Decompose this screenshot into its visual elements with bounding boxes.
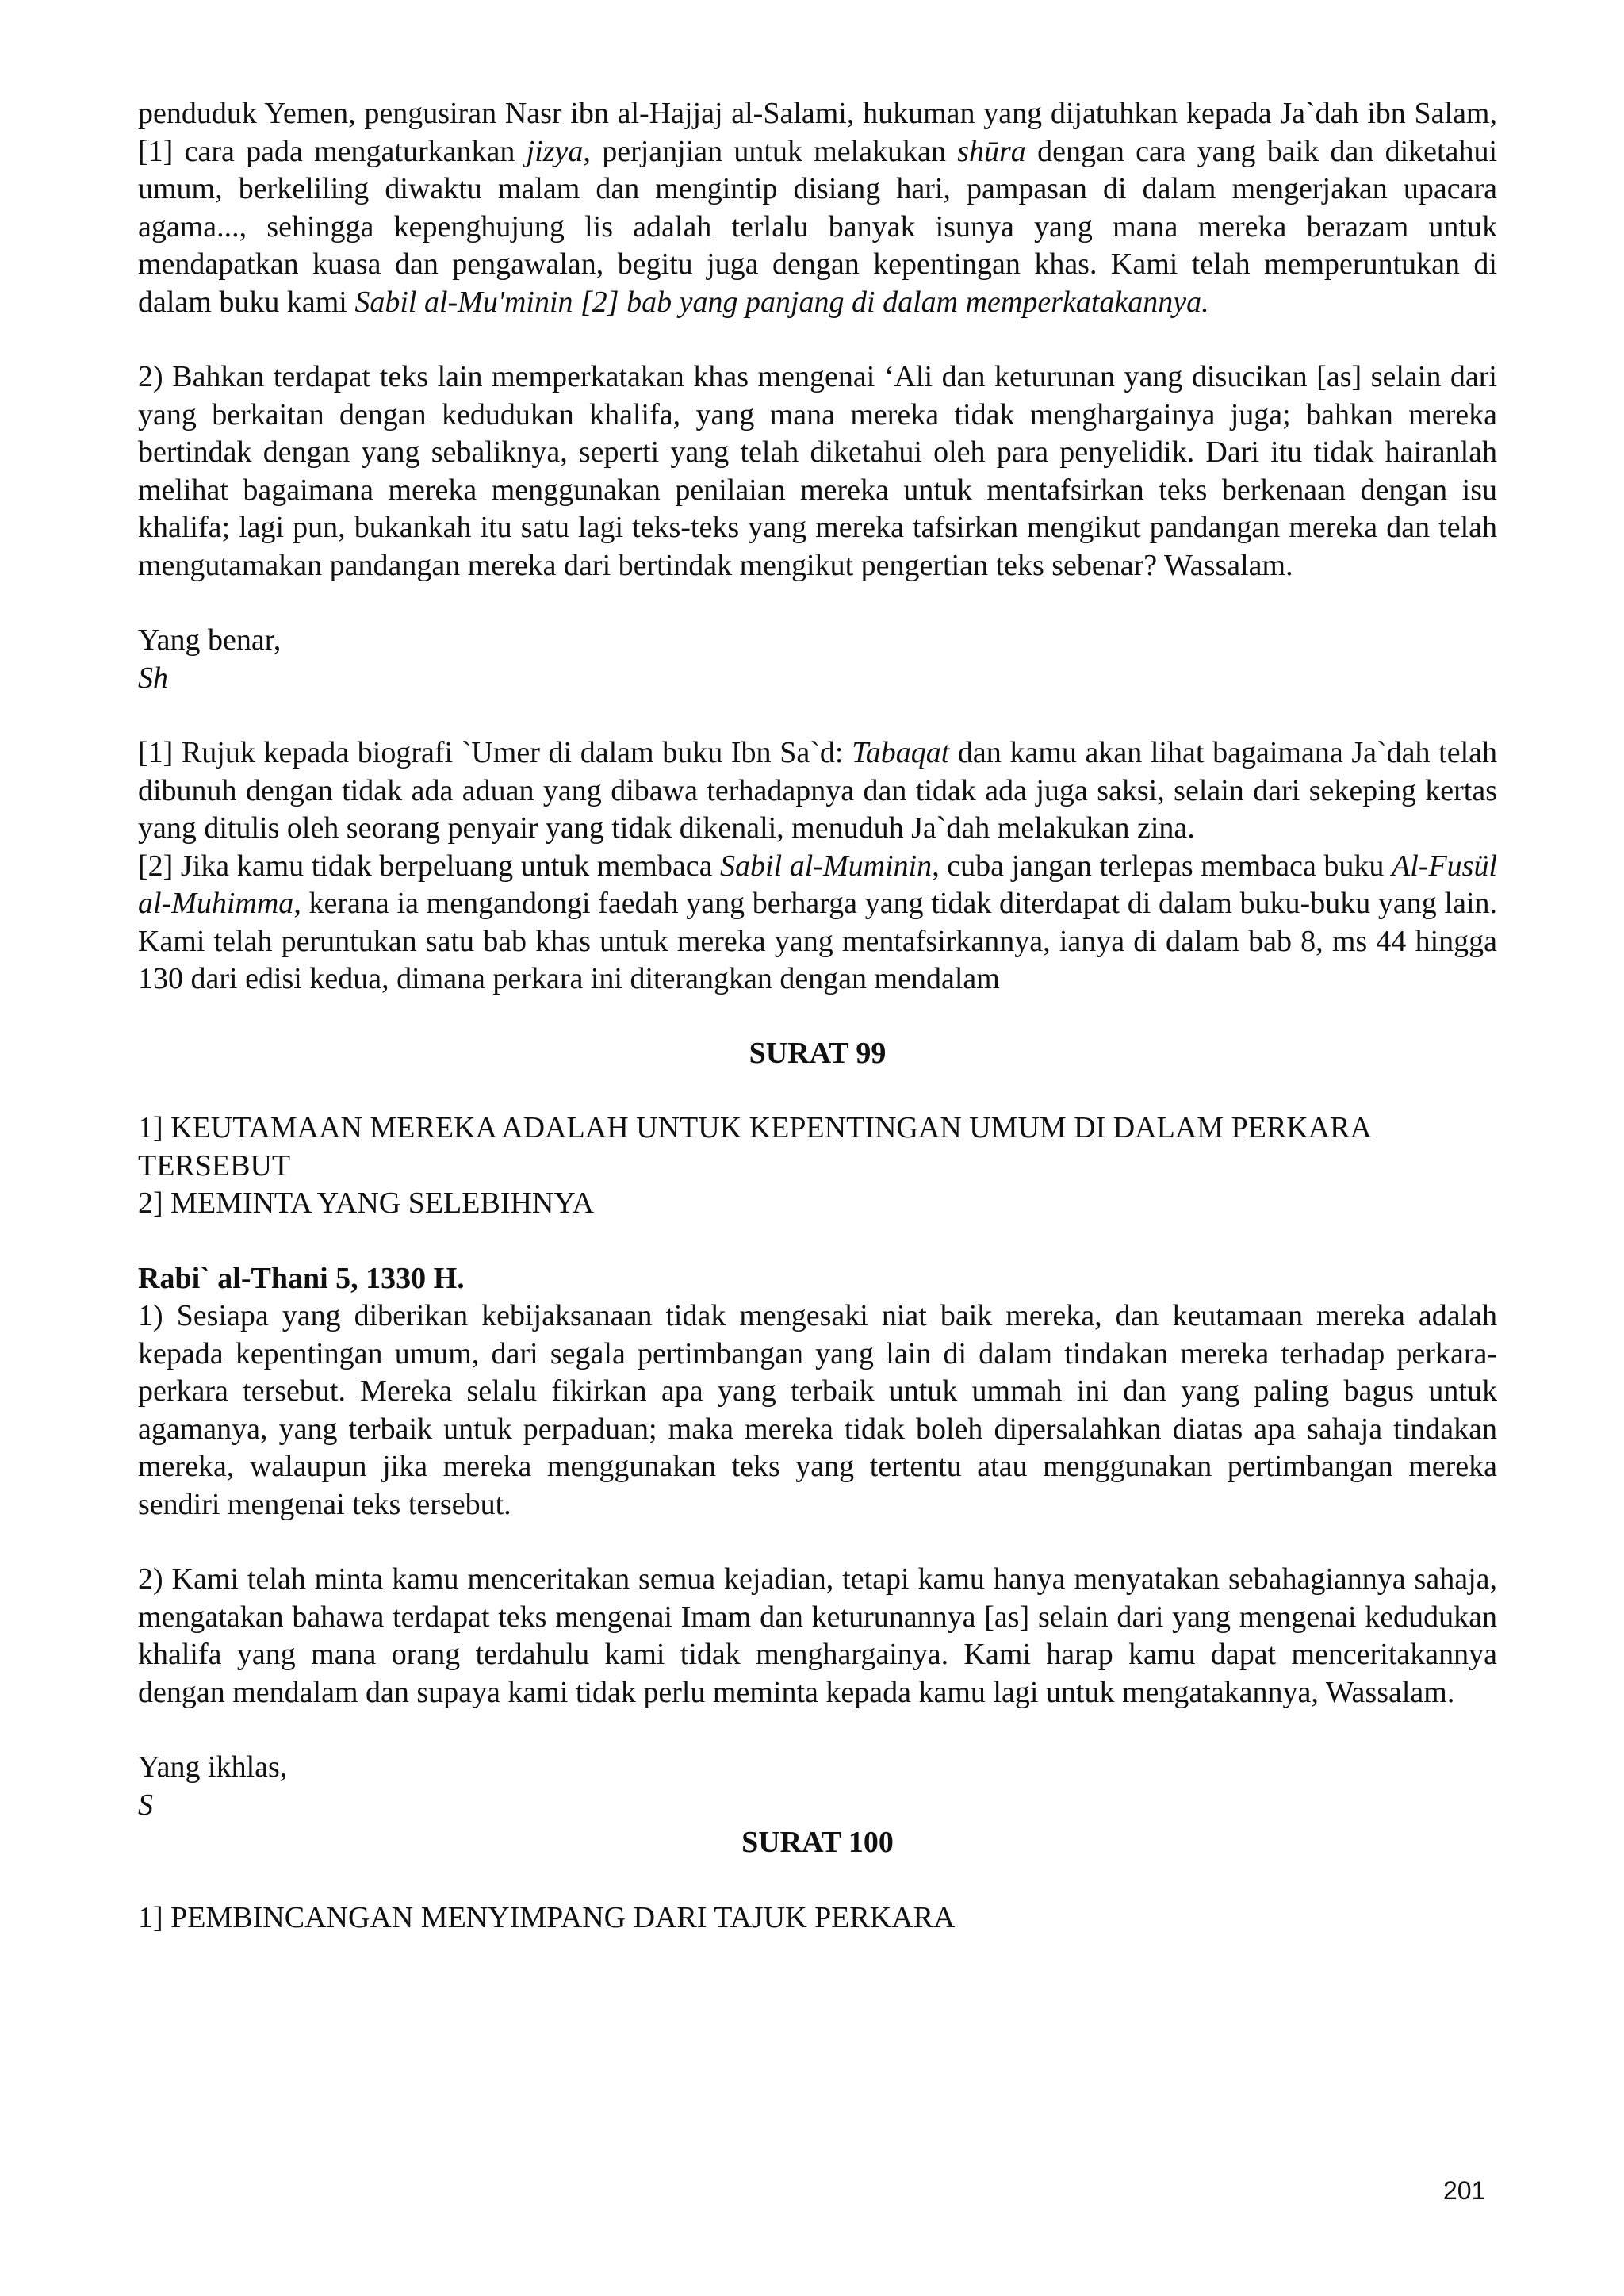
topic-1: 1] PEMBINCANGAN MENYIMPANG DARI TAJUK PERKARA — [138, 1900, 956, 1934]
footnote-2: [2] Jika kamu tidak berpeluang untuk membaca Sabil al-Muminin, cuba jangan terlepas membaca buku Al-Fusül al-Muhimma, kerana ia mengandongi faedah yang berharga yang tidak diterdapat di dalam buku-buku yang lain. Kami telah peruntukan satu bab khas untuk mereka yang mentafsirkannya, ianya di dalam bab 8, ms 44 hingga 130 dari edisi kedua, dimana perkara ini diterangkan dengan mendalam — [138, 849, 1497, 995]
document-page — [138, 95, 1497, 1937]
closing-salutation: Yang benar, — [138, 623, 282, 657]
book-title: Tabaqat — [852, 736, 950, 769]
signature: S — [138, 1788, 153, 1822]
paragraph-2: 2) Bahkan terdapat teks lain memperkatakan khas mengenai ‘Ali dan keturunan yang disucikan [as] selain dari yang berkaitan dengan kedudukan khalifa, yang mana mereka tidak menghargainya juga; bahkan mereka bertindak dengan yang sebaliknya, seperti yang telah diketahui oleh para penyelidik. Dari itu tidak hairanlah melihat bagaimana mereka menggunakan penilaian mereka untuk mentafsirkan teks berkenaan dengan isu khalifa; lagi pun, bukankah itu satu lagi teks-teks yang mereka tafsirkan mengikut pandangan mereka dan telah mengutamakan pandangan mereka dari bertindak mengikut pengertian teks sebenar? Wassalam. — [138, 360, 1497, 582]
footnote-1: [1] Rujuk kepada biografi `Umer di dalam buku Ibn Sa`d: Tabaqat dan kamu akan lihat bagaimana Ja`dah telah dibunuh dengan tidak ada aduan yang dibawa terhadapnya dan tidak ada juga saksi, selain dari sekeping kertas yang ditulis oleh seorang penyair yang tidak dikenali, menuduh Ja`dah melakukan zina. — [138, 736, 1498, 845]
signature: Sh — [138, 661, 168, 695]
section-heading-surat-99: SURAT 99 — [749, 1036, 887, 1070]
book-title: Sabil al-Muminin — [720, 849, 933, 883]
page-number: 201 — [1443, 2176, 1486, 2205]
term-shura: shūra — [957, 134, 1026, 168]
topic-2: 2] MEMINTA YANG SELEBIHNYA — [138, 1186, 595, 1220]
book-title: Al-Fusül al-Muhimma — [138, 849, 1497, 920]
term-jizya: jizya — [526, 134, 584, 168]
letter-date: Rabi` al-Thani 5, 1330 H. — [138, 1261, 465, 1295]
paragraph: 2) Kami telah minta kamu menceritakan semua kejadian, tetapi kamu hanya menyatakan sebahagiannya sahaja, mengatakan bahawa terdapat teks mengenai Imam dan keturunannya [as] selain dari yang mengenai kedudukan khalifa yang mana orang terdahulu kami tidak menghargainya. Kami harap kamu dapat menceritakannya dengan mendalam dan supaya kami tidak perlu meminta kepada kamu lagi untuk mengatakannya, Wassalam. — [138, 1562, 1497, 1709]
paragraph: 1) Sesiapa yang diberikan kebijaksanaan tidak mengesaki niat baik mereka, dan keutamaan mereka adalah kepada kepentingan umum, dari segala pertimbangan yang lain di dalam tindakan mereka terhadap perkara-perkara tersebut. Mereka selalu fikirkan apa yang terbaik untuk ummah ini dan yang paling bagus untuk agamanya, yang terbaik untuk perpaduan; maka mereka tidak boleh dipersalahkan diatas apa sahaja tindakan mereka, walaupun jika mereka menggunakan teks yang tertentu atau menggunakan pertimbangan mereka sendiri mengenai teks tersebut. — [138, 1299, 1497, 1521]
section-heading-surat-100: SURAT 100 — [741, 1826, 894, 1859]
book-reference: Sabil al-Mu'minin [2] bab yang panjang di dalam memperkatakannya. — [354, 285, 1209, 319]
closing-salutation: Yang ikhlas, — [138, 1750, 288, 1784]
paragraph-continuation: penduduk Yemen, pengusiran Nasr ibn al-Hajjaj al-Salami, hukuman yang dijatuhkan kepada Ja`dah ibn Salam,[1] cara pada mengaturkankan jizya, perjanjian untuk melakukan shūra dengan cara yang baik dan diketahui umum, berkeliling diwaktu malam dan mengintip disiang hari, pampasan di dalam mengerjakan upacara agama..., sehingga kepenghujung lis adalah terlalu banyak isunya yang mana mereka berazam untuk mendapatkan kuasa dan pengawalan, begitu juga dengan kepentingan khas. Kami telah memperuntukan di dalam buku kami Sabil al-Mu'minin [2] bab yang panjang di dalam memperkatakannya. — [138, 97, 1498, 319]
topic-1: 1] KEUTAMAAN MEREKA ADALAH UNTUK KEPENTINGAN UMUM DI DALAM PERKARA TERSEBUT — [138, 1111, 1370, 1182]
